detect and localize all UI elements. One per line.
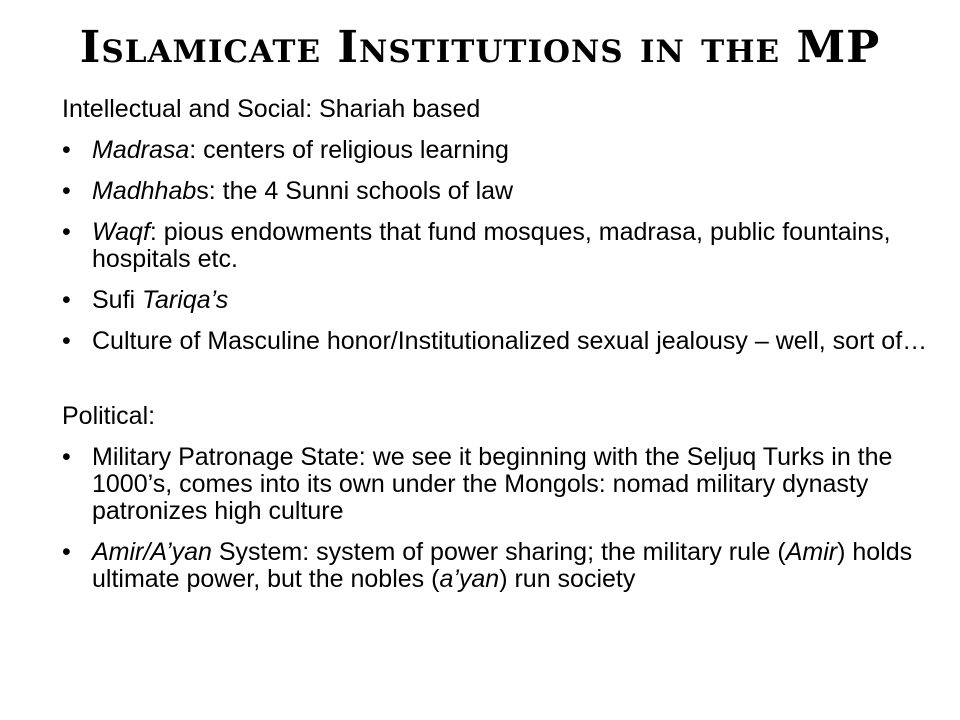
bullet-icon: • xyxy=(62,286,71,314)
section-heading-political: Political: xyxy=(62,402,156,430)
bullet-icon: • xyxy=(62,538,71,566)
bullet-text: ) run society xyxy=(499,565,636,593)
slide-title: Islamicate Institutions in the MP xyxy=(79,22,881,73)
bullet-text: ) holds ultimate power, but the nobles ( xyxy=(92,538,913,593)
bullet-icon: • xyxy=(62,136,71,164)
bullet-text: : centers of religious learning xyxy=(189,136,509,164)
bullet-icon: • xyxy=(62,218,71,246)
bullet-text: Military Patronage State: we see it beginning with the Seljuq Turks in the 1000’s, comes into its own under the Mongols: nomad military dynasty patronizes high culture xyxy=(92,443,893,525)
term-madrasa: Madrasa xyxy=(92,136,190,164)
term-waqf: Waqf xyxy=(92,218,150,246)
bullet-text: Culture of Masculine honor/Institutionalized sexual jealousy – well, sort of… xyxy=(92,327,928,355)
term-amir-ayan: Amir/A’yan xyxy=(92,538,212,566)
section-spacer xyxy=(62,369,932,403)
section-heading-intellectual-social: Intellectual and Social: Shariah based xyxy=(62,95,481,123)
bullet-icon: • xyxy=(62,177,71,205)
bullet-text: System: system of power sharing; the military rule ( xyxy=(211,538,786,566)
bullet-item-waqf xyxy=(62,219,932,273)
bullet-text: : pious endowments that fund mosques, madrasa, public fountains, hospitals etc. xyxy=(92,218,891,273)
bullet-list-intellectual-social xyxy=(62,137,932,355)
bullet-item-madrasa xyxy=(62,137,932,164)
bullet-text: s: the 4 Sunni schools of law xyxy=(196,177,514,205)
term-tariqa: Tariqa’s xyxy=(142,286,229,314)
bullet-item-amir-ayan-system xyxy=(62,539,932,593)
bullet-text: Sufi xyxy=(92,286,143,314)
slide-body xyxy=(62,96,932,607)
bullet-item-military-patronage-state xyxy=(62,444,932,525)
bullet-icon: • xyxy=(62,443,71,471)
term-ayan: a’yan xyxy=(439,565,500,593)
term-madhhab: Madhhab xyxy=(92,177,197,205)
bullet-list-political xyxy=(62,444,932,593)
bullet-item-sufi-tariqa xyxy=(62,287,932,314)
bullet-item-madhhab xyxy=(62,178,932,205)
term-amir: Amir xyxy=(785,538,838,566)
bullet-icon: • xyxy=(62,327,71,355)
bullet-item-masculine-honor xyxy=(62,328,932,355)
